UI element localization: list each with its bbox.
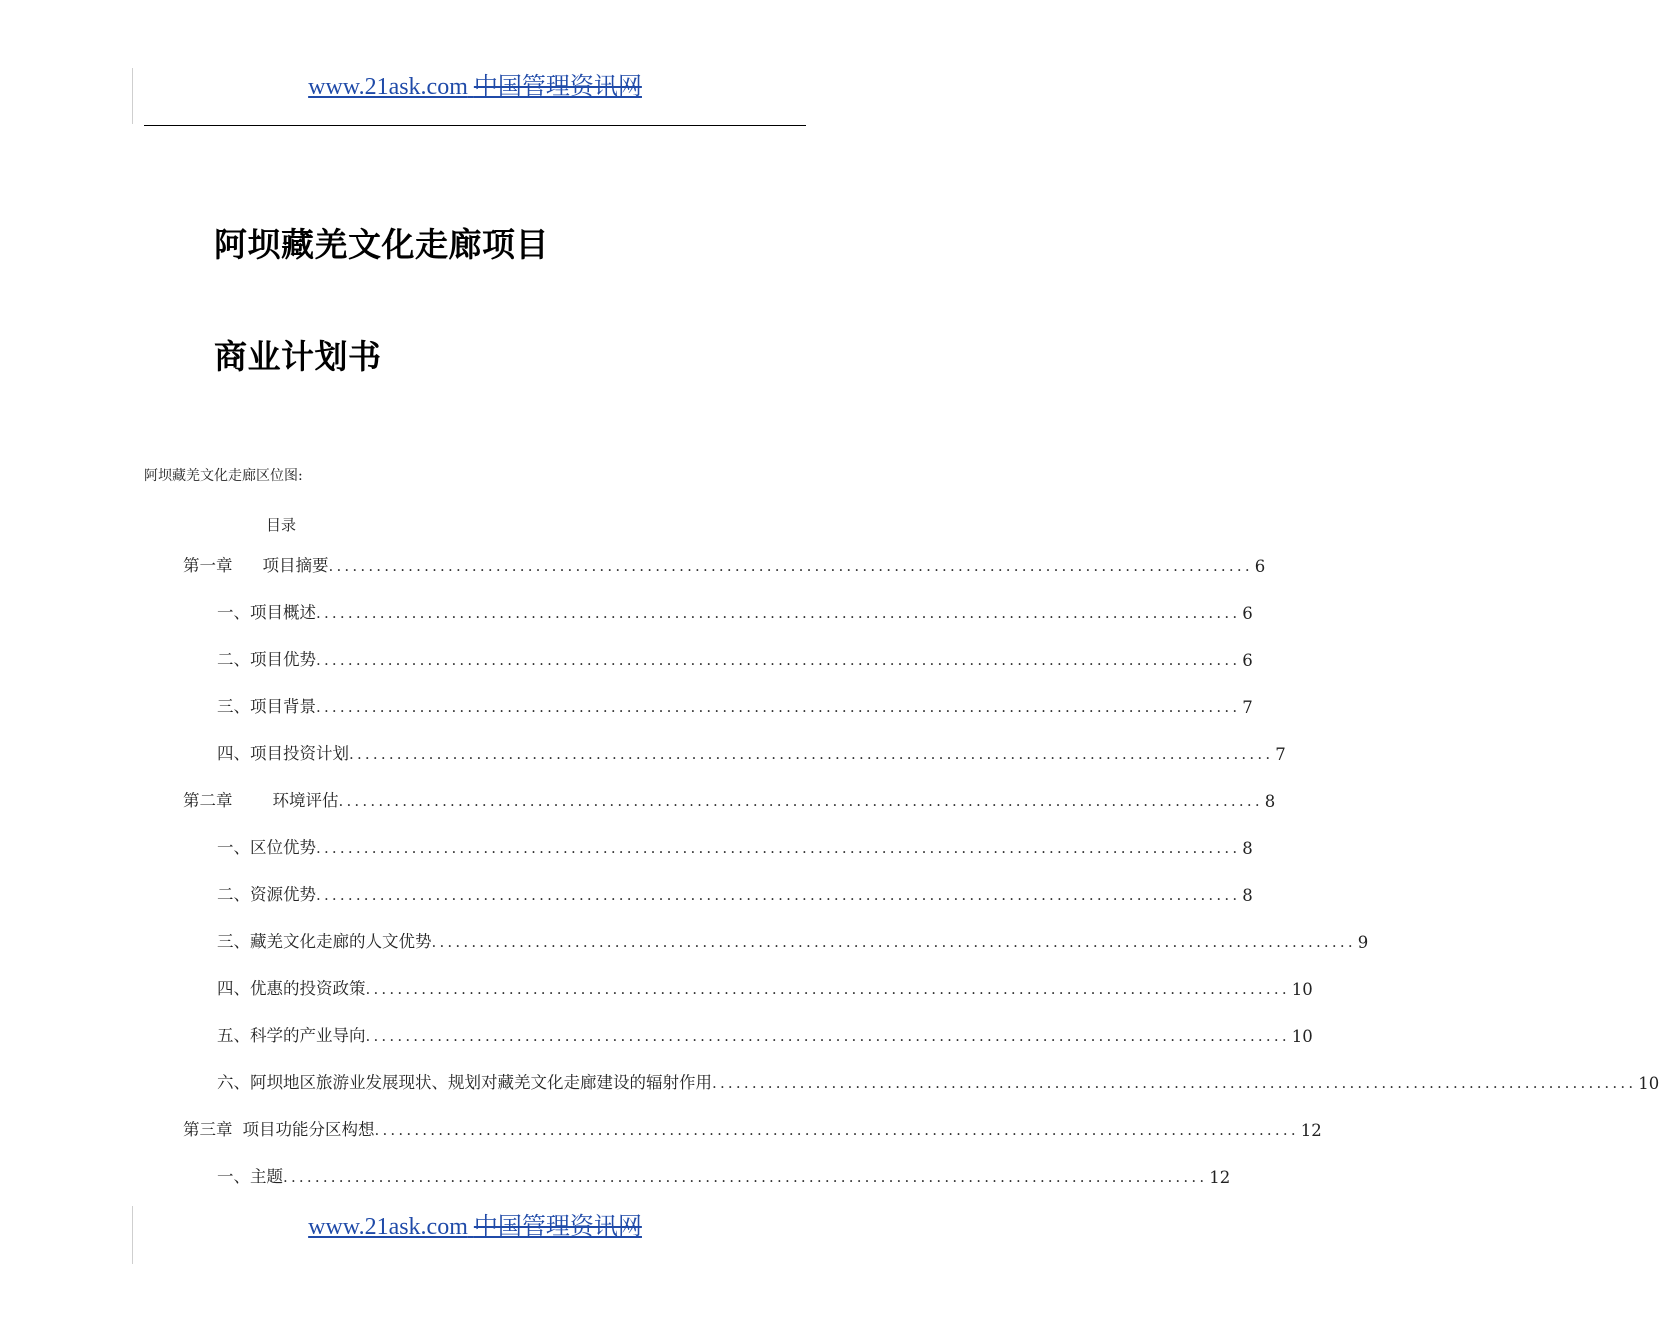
location-map-caption: 阿坝藏羌文化走廊区位图: bbox=[144, 468, 303, 484]
toc-page-number: 12 bbox=[1300, 1121, 1322, 1140]
toc-page-number: 7 bbox=[1275, 745, 1286, 764]
toc-dot-leader: .................................................................................................................... bbox=[349, 745, 1274, 763]
toc-entry[interactable] bbox=[217, 734, 1286, 764]
toc-entry-label bbox=[183, 787, 339, 811]
toc-entry[interactable] bbox=[183, 546, 1266, 576]
toc-heading: 目录 bbox=[266, 516, 297, 534]
toc-entry[interactable] bbox=[183, 781, 1276, 811]
toc-page-number: 8 bbox=[1264, 792, 1276, 811]
toc-entry-title: 六、阿坝地区旅游业发展现状、规划对藏羌文化走廊建设的辐射作用 bbox=[217, 1073, 712, 1092]
header-site-url[interactable]: www.21ask.com bbox=[308, 74, 468, 100]
toc-entry-label bbox=[217, 646, 316, 670]
toc-page-number: 10 bbox=[1291, 1027, 1313, 1046]
toc-page-number: 10 bbox=[1291, 980, 1313, 999]
toc-entry-label bbox=[217, 693, 316, 717]
toc-entry[interactable] bbox=[217, 1063, 1659, 1093]
toc-dot-leader: .................................................................................................................... bbox=[365, 1027, 1290, 1045]
footer-site-url[interactable]: www.21ask.com bbox=[308, 1214, 468, 1240]
toc-entry[interactable] bbox=[217, 687, 1253, 717]
header-website-link[interactable] bbox=[0, 66, 950, 101]
toc-page-number: 9 bbox=[1357, 933, 1369, 952]
header-site-name[interactable]: 中国管理资讯网 bbox=[473, 74, 642, 100]
toc-entry-title: 二、项目优势 bbox=[217, 650, 316, 669]
toc-dot-leader: .................................................................................................................... bbox=[316, 698, 1241, 716]
toc-entry-label bbox=[217, 881, 316, 905]
toc-entry-label bbox=[183, 1116, 375, 1140]
toc-entry[interactable] bbox=[217, 969, 1313, 999]
toc-dot-leader: .................................................................................................................... bbox=[316, 886, 1241, 904]
toc-entry-title: 三、项目背景 bbox=[217, 697, 316, 716]
toc-dot-leader: .................................................................................................................... bbox=[712, 1074, 1637, 1092]
toc-entry[interactable] bbox=[217, 828, 1253, 858]
toc-entry-label bbox=[217, 834, 316, 858]
toc-chapter-number: 第二章 bbox=[183, 791, 233, 810]
toc-page-number: 6 bbox=[1242, 651, 1253, 670]
toc-entry-label bbox=[217, 1069, 712, 1093]
header-divider bbox=[144, 125, 806, 126]
document-subtitle: 商业计划书 bbox=[214, 337, 382, 376]
footer-site-name[interactable]: 中国管理资讯网 bbox=[473, 1214, 642, 1240]
toc-entry-label bbox=[217, 1163, 283, 1187]
toc-entry-title: 一、项目概述 bbox=[217, 603, 316, 622]
toc-entry-label bbox=[183, 552, 329, 576]
toc-chapter-number: 第一章 bbox=[183, 556, 233, 575]
toc-page-number: 6 bbox=[1254, 557, 1266, 576]
toc-entry-title: 五、科学的产业导向 bbox=[217, 1026, 366, 1045]
toc-entry-title: 一、区位优势 bbox=[217, 838, 316, 857]
toc-dot-leader: .................................................................................................................... bbox=[316, 839, 1241, 857]
toc-entry[interactable] bbox=[217, 875, 1253, 905]
toc-entry-label bbox=[217, 599, 316, 623]
toc-entry-label bbox=[217, 928, 432, 952]
toc-entry-title: 三、藏羌文化走廊的人文优势 bbox=[217, 932, 432, 951]
toc-dot-leader: .................................................................................................................... bbox=[316, 651, 1241, 669]
toc-page-number: 6 bbox=[1242, 604, 1253, 623]
toc-dot-leader: .................................................................................................................... bbox=[316, 604, 1241, 622]
toc-entry-title: 环境评估 bbox=[272, 791, 339, 810]
toc-entry-title: 项目功能分区构想 bbox=[242, 1120, 375, 1139]
toc-entry-title: 项目摘要 bbox=[262, 556, 329, 575]
toc-page-number: 10 bbox=[1638, 1074, 1659, 1093]
footer-website-link[interactable] bbox=[0, 1206, 950, 1241]
toc-entry-label bbox=[217, 975, 366, 999]
toc-dot-leader: .................................................................................................................... bbox=[431, 933, 1356, 951]
toc-entry-title: 四、项目投资计划 bbox=[217, 744, 349, 763]
toc-chapter-number: 第三章 bbox=[183, 1120, 233, 1139]
toc-entry-title: 二、资源优势 bbox=[217, 885, 316, 904]
toc-dot-leader: .................................................................................................................... bbox=[328, 557, 1253, 575]
toc-entry[interactable] bbox=[217, 640, 1253, 670]
toc-entry[interactable] bbox=[217, 922, 1369, 952]
toc-page-number: 12 bbox=[1209, 1168, 1231, 1187]
toc-page-number: 8 bbox=[1242, 886, 1253, 905]
toc-entry-label bbox=[217, 1022, 366, 1046]
toc-entry-title: 四、优惠的投资政策 bbox=[217, 979, 366, 998]
toc-page-number: 8 bbox=[1242, 839, 1253, 858]
toc-dot-leader: .................................................................................................................... bbox=[283, 1168, 1208, 1186]
toc-dot-leader: .................................................................................................................... bbox=[374, 1121, 1299, 1139]
toc-entry[interactable] bbox=[183, 1110, 1322, 1140]
toc-entry-label bbox=[217, 740, 349, 764]
toc-entry-title: 一、主题 bbox=[217, 1167, 283, 1186]
toc-dot-leader: .................................................................................................................... bbox=[338, 792, 1263, 810]
toc-entry[interactable] bbox=[217, 1157, 1231, 1187]
toc-page-number: 7 bbox=[1242, 698, 1253, 717]
toc-entry[interactable] bbox=[217, 593, 1253, 623]
toc-entry[interactable] bbox=[217, 1016, 1313, 1046]
document-title: 阿坝藏羌文化走廊项目 bbox=[214, 225, 549, 264]
toc-dot-leader: .................................................................................................................... bbox=[365, 980, 1290, 998]
